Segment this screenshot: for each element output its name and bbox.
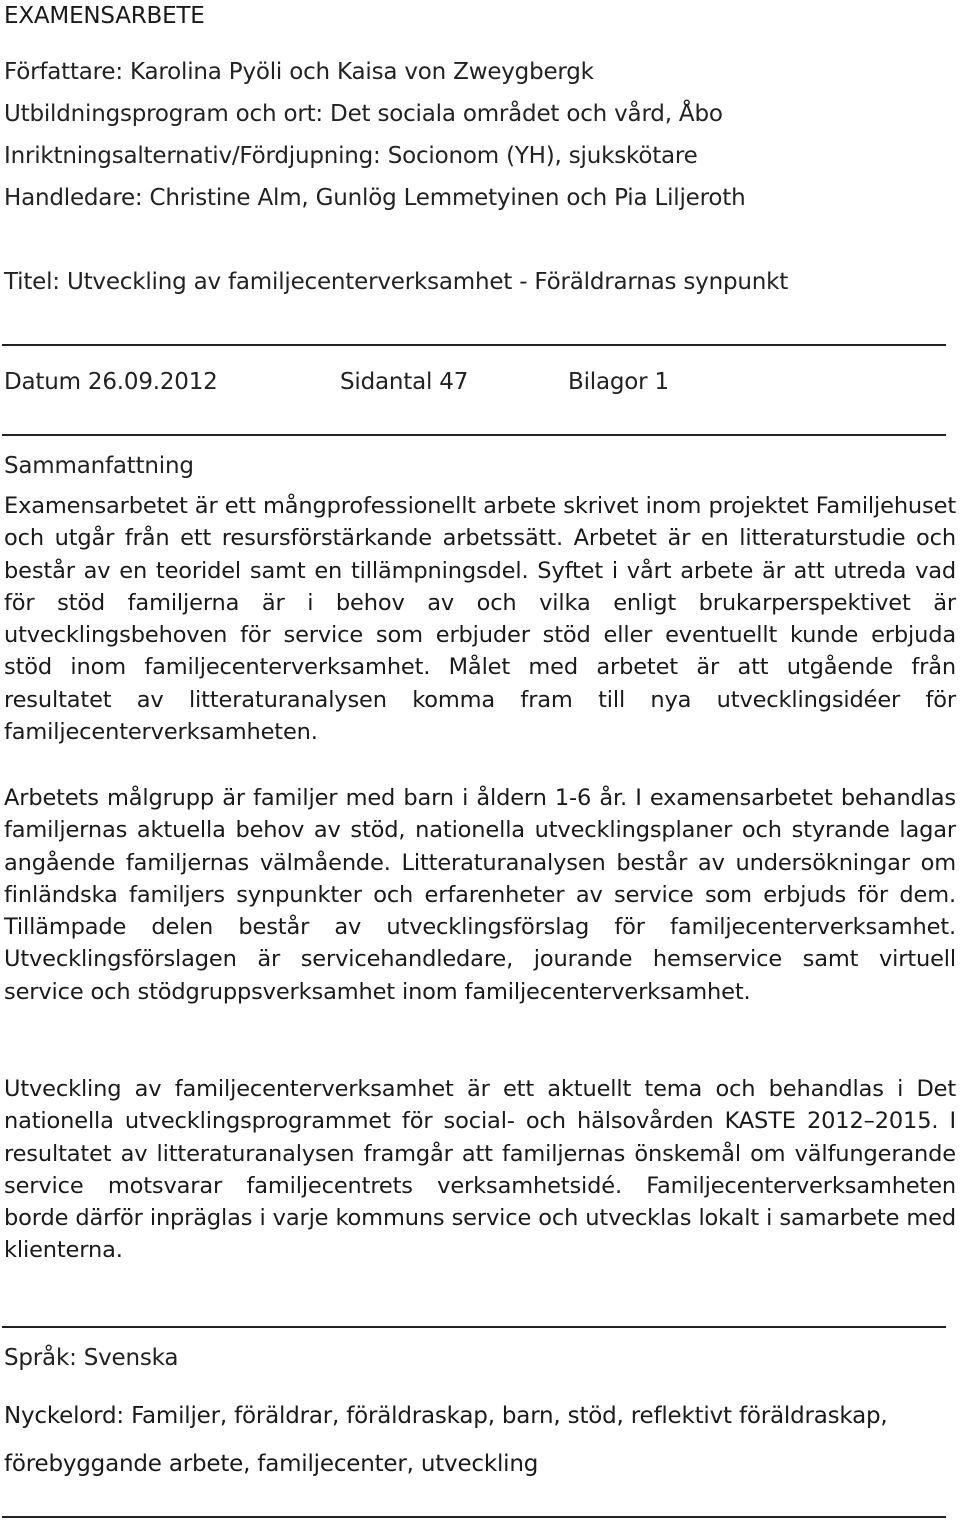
divider-language [2, 1326, 946, 1328]
authors-line: Författare: Karolina Pyöli och Kaisa von Zweygbergk [4, 59, 594, 85]
keywords-field: Nyckelord: Familjer, föräldrar, föräldraskap, barn, stöd, reflektivt föräldraskap, förebyggande arbete, familjecenter, utveckling [4, 1403, 888, 1477]
divider-top [2, 344, 946, 346]
summary-heading: Sammanfattning [4, 453, 194, 479]
supervisors-line: Handledare: Christine Alm, Gunlög Lemmetyinen och Pia Liljeroth [4, 185, 746, 211]
divider-summary [2, 434, 946, 436]
page-count-field: Sidantal 47 [340, 369, 469, 395]
appendices-field: Bilagor 1 [568, 369, 669, 395]
language-field: Språk: Svenska [4, 1345, 179, 1371]
summary-paragraph: Examensarbetet är ett mångprofessionellt arbete skrivet inom projektet Familjehuset och utgår från ett resursförstärkande arbetssätt. Arbetet är en litteraturstudie och består av en teoridel samt en tillämpningsdel. Syftet i vårt arbete är att utreda vad för stöd familjerna är i behov av och vilka enligt brukarperspektivet är utvecklingsbehoven för service som erbjuder stöd eller eventuellt kunde erbjuda stöd inom familjecenterverksamhet. Målet med arbetet är att utgående från resultatet av litteraturanalysen komma fram till nya utvecklingsidéer för familjecenterverksamheten. [4, 493, 956, 746]
summary-paragraph: Utveckling av familjecenterverksamhet är ett aktuellt tema och behandlas i Det nationella utvecklingsprogrammet för social- och hälsovården KASTE 2012–2015. I resultatet av litteraturanalysen framgår att familjernas önskemål om välfungerande service motsvarar familjecentrets verksamhetsidé. Familjecenterverksamheten borde därför inpräglas i varje kommuns service och utvecklas lokalt i samarbete med klienterna. [4, 1076, 956, 1264]
date-field: Datum 26.09.2012 [4, 369, 218, 395]
document-heading: EXAMENSARBETE [4, 3, 205, 29]
divider-bottom [2, 1516, 946, 1518]
program-line: Utbildningsprogram och ort: Det sociala området och vård, Åbo [4, 101, 723, 127]
direction-line: Inriktningsalternativ/Fördjupning: Socionom (YH), sjukskötare [4, 143, 698, 169]
thesis-title: Titel: Utveckling av familjecenterverksamhet - Föräldrarnas synpunkt [4, 269, 789, 295]
summary-paragraph: Arbetets målgrupp är familjer med barn i åldern 1-6 år. I examensarbetet behandlas familjernas aktuella behov av stöd, nationella utvecklingsplaner och styrande lagar angående familjernas välmående. Litteraturanalysen består av undersökningar om finländska familjers synpunkter och erfarenheter av service som erbjuds för dem. Tillämpade delen består av utvecklingsförslag för familjecenterverksamhet. Utvecklingsförslagen är servicehandledare, jourande hemservice samt virtuell service och stödgruppsverksamhet inom familjecenterverksamhet. [4, 785, 956, 1005]
